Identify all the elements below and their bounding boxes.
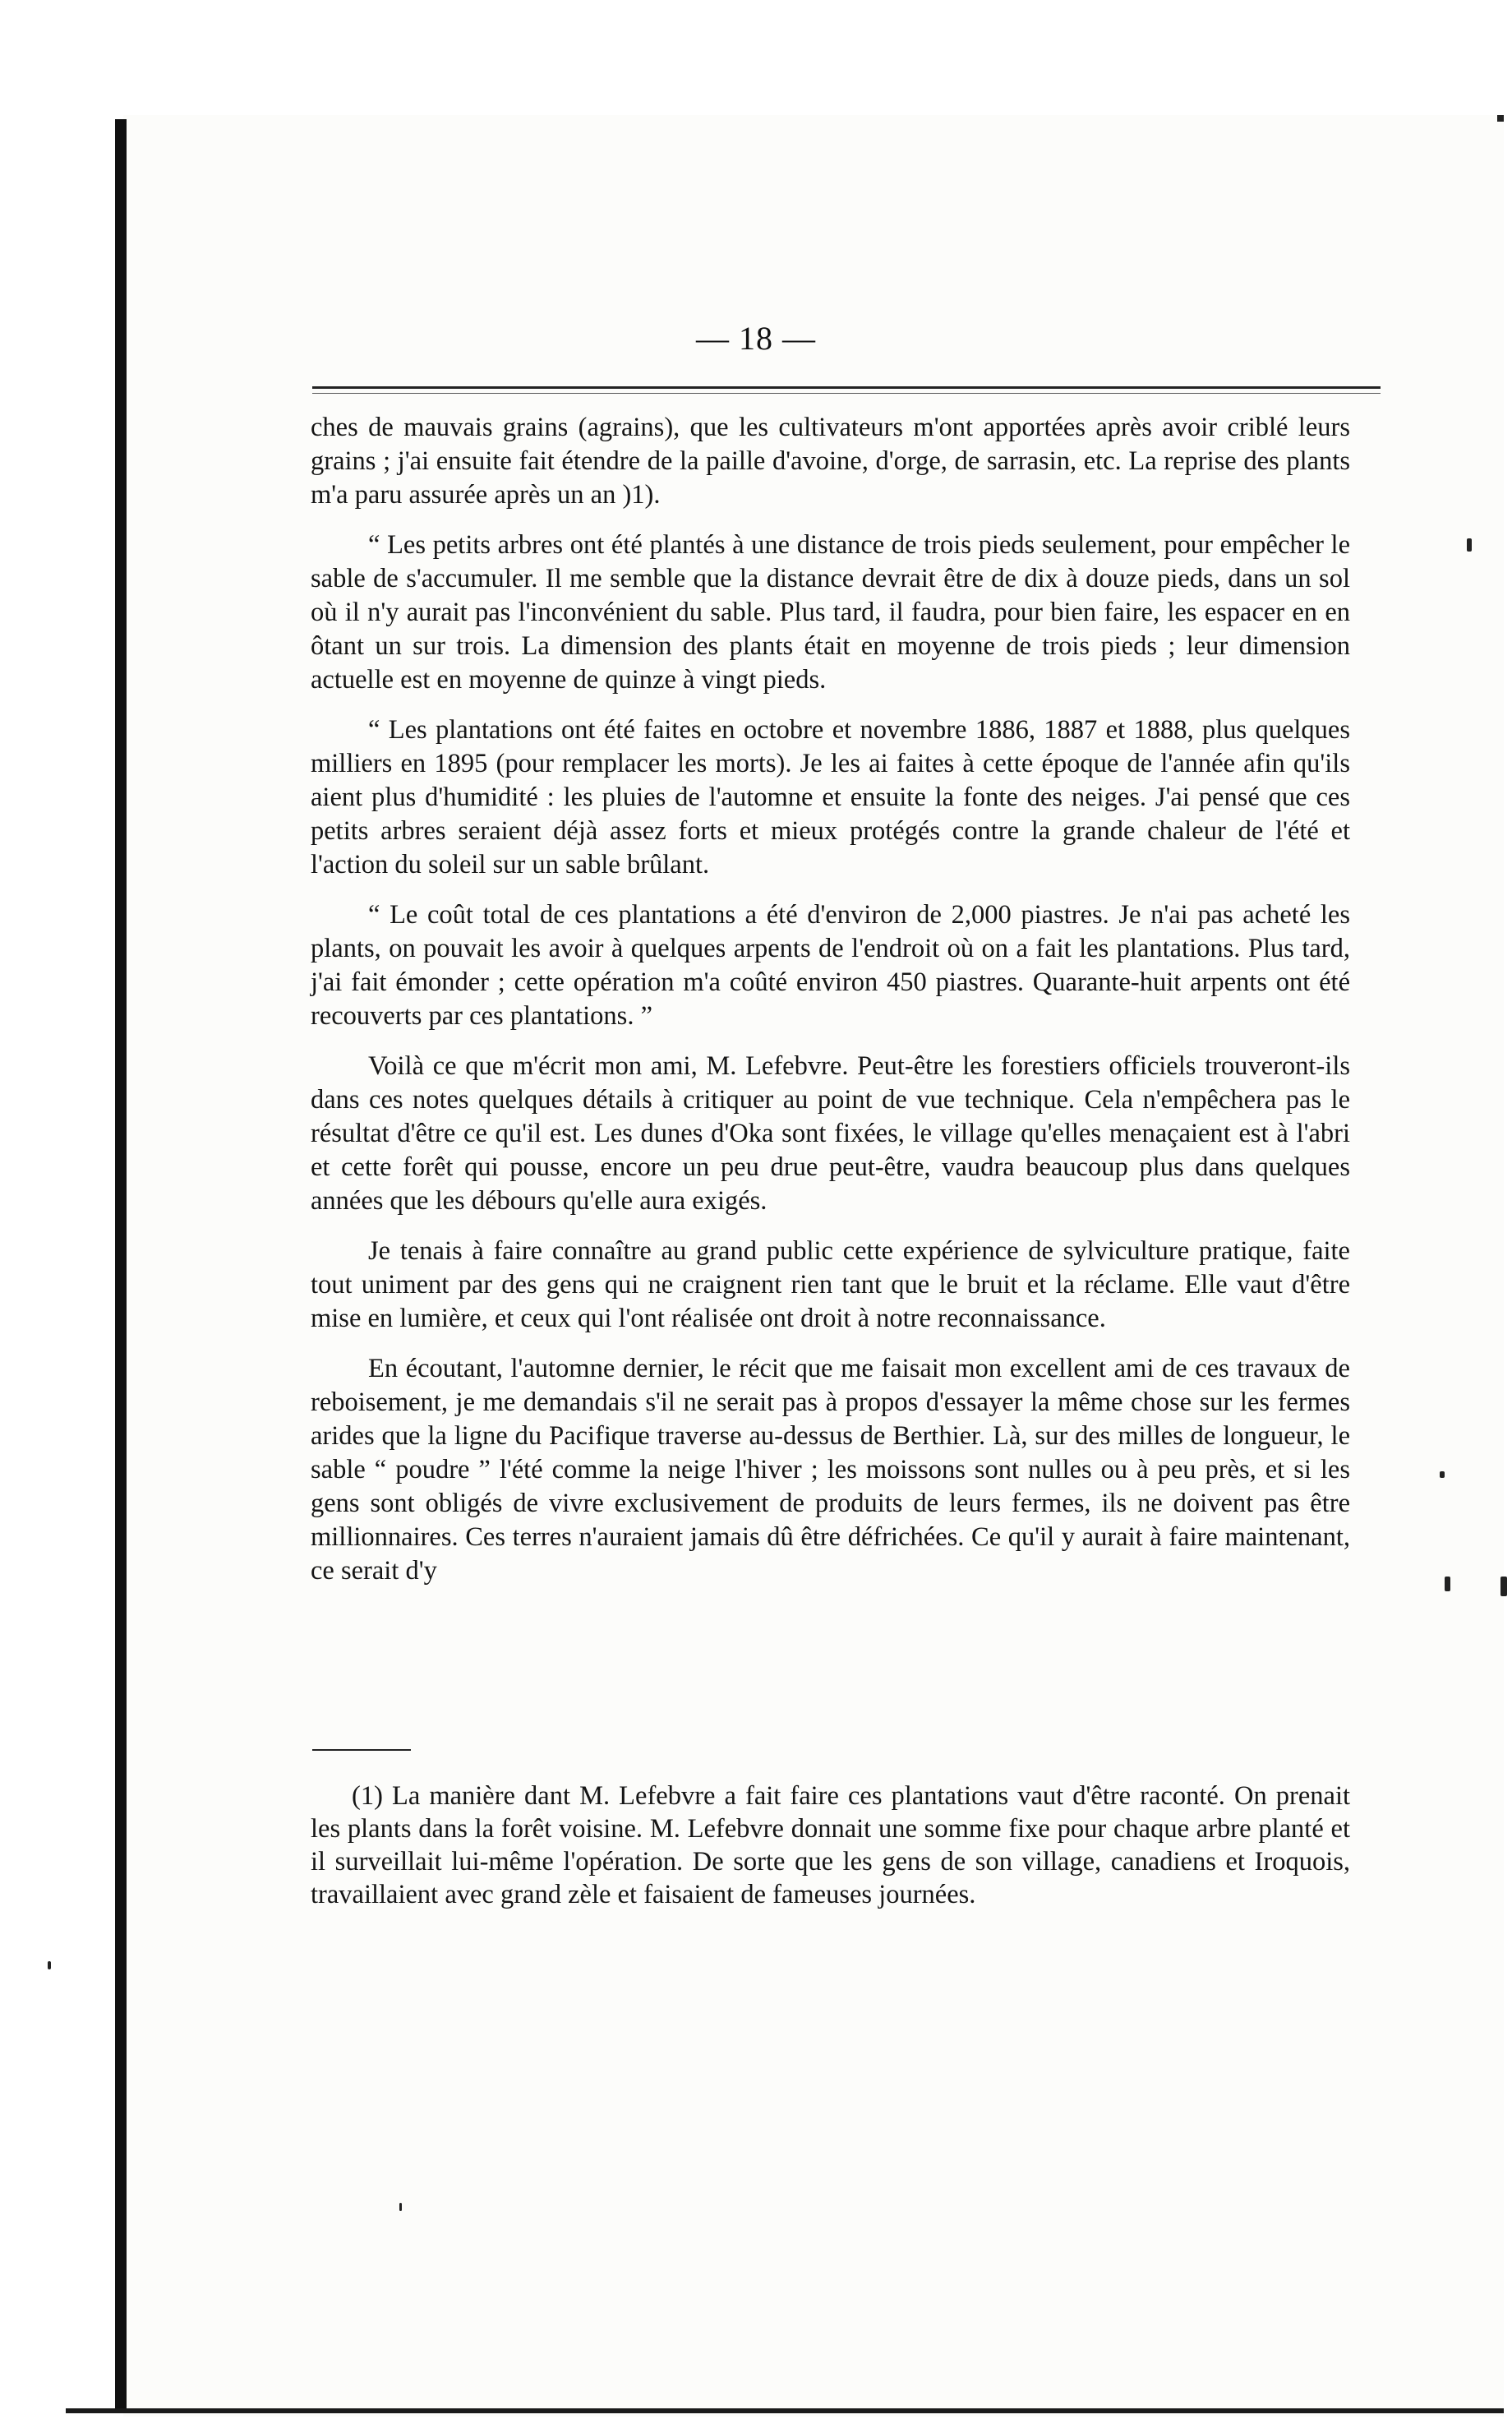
paragraph: Je tenais à faire connaître au grand public cette expérience de sylviculture pratique, faite tout uniment par des gens qui ne craignent rien tant que le bruit et la réclame. Elle vaut d'être mise en lumière, et ceux qui l'ont réalisée ont droit à notre reconnaissance.: [311, 1236, 1350, 1333]
header-rule: [312, 386, 1381, 389]
page-bottom-edge: [66, 2408, 1504, 2413]
paragraph: Voilà ce que m'écrit mon ami, M. Lefebvre. Peut-être les forestiers officiels trouveront-ils dans ces notes quelques détails à critiquer au point de vue technique. Cela n'empêchera pas le résultat d'être ce qu'il est. Les dunes d'Oka sont fixées, le village qu'elles menaçaient est à l'abri et cette forêt qui pousse, encore un peu drue peut-être, vaudra beaucoup plus dans quelques années que les débours qu'elle aura exigés.: [311, 1051, 1350, 1216]
page-left-edge: [115, 119, 127, 2412]
stray-mark: [1467, 538, 1472, 552]
stray-mark: [48, 1961, 51, 1969]
stray-mark: [1500, 1577, 1507, 1596]
paragraph: “ Le coût total de ces plantations a été d'environ de 2,000 piastres. Je n'ai pas acheté les plants, on pouvait les avoir à quelques arpents de l'endroit où on a fait les plantations. Plus tard, j'ai fait émonder ; cette opération m'a coûté environ 450 piastres. Quarante-huit arpents ont été recouverts par ces plantations. ”: [311, 900, 1350, 1031]
body-text: [311, 411, 1350, 1604]
corner-mark: [1497, 115, 1504, 122]
stray-mark: [1440, 1471, 1445, 1478]
header-rule-thin: [312, 393, 1381, 394]
stray-mark: [399, 2203, 402, 2211]
footnote-rule: [312, 1749, 411, 1751]
paragraph: “ Les plantations ont été faites en octobre et novembre 1886, 1887 et 1888, plus quelques milliers en 1895 (pour remplacer les morts). Je les ai faites à cette époque de l'année afin qu'ils aient plus d'humidité : les pluies de l'automne et ensuite la fonte des neiges. J'ai pensé que ces petits arbres seraient déjà assez forts et mieux protégés contre la grande chaleur de l'été et l'action du soleil sur un sable brûlant.: [311, 715, 1350, 879]
stray-mark: [1445, 1577, 1450, 1591]
paragraph: ches de mauvais grains (agrains), que les cultivateurs m'ont apportées après avoir criblé leurs grains ; j'ai ensuite fait étendre de la paille d'avoine, d'orge, de sarrasin, etc. La reprise des plants m'a paru assurée après un an )1).: [311, 413, 1350, 510]
page-number: — 18 —: [696, 320, 816, 357]
paragraph: “ Les petits arbres ont été plantés à une distance de trois pieds seulement, pour empêcher le sable de s'accumuler. Il me semble que la distance devrait être de dix à douze pieds, dans un sol où il n'y aurait pas l'inconvénient du sable. Plus tard, il faudra, pour bien faire, les espacer en en ôtant un sur trois. La dimension des plants était en moyenne de trois pieds ; leur dimension actuelle est en moyenne de quinze à vingt pieds.: [311, 530, 1350, 695]
footnote: (1) La manière dant M. Lefebvre a fait faire ces plantations vaut d'être raconté. On prenait les plants dans la forêt voisine. M. Lefebvre donnait une somme fixe pour chaque arbre planté et il surveillait lui-même l'opération. De sorte que les gens de son village, canadiens et Iroquois, travaillaient avec grand zèle et faisaient de fameuses journées.: [311, 1781, 1350, 1909]
paragraph: En écoutant, l'automne dernier, le récit que me faisait mon excellent ami de ces travaux de reboisement, je me demandais s'il ne serait pas à propos d'essayer la même chose sur les fermes arides que la ligne du Pacifique traverse au-dessus de Berthier. Là, sur des milles de longueur, le sable “ poudre ” l'été comme la neige l'hiver ; les moissons sont nulles ou à peu près, et si les gens sont obligés de vivre exclusivement de produits de leurs fermes, ils ne doivent pas être millionnaires. Ces terres n'auraient jamais dû être défrichées. Ce qu'il y aurait à faire maintenant, ce serait d'y: [311, 1354, 1350, 1586]
